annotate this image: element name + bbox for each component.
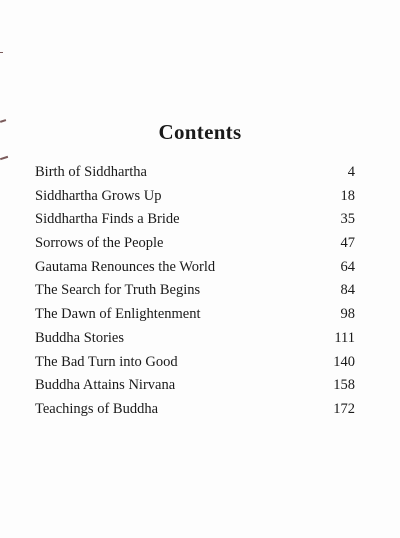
table-of-contents (35, 163, 355, 424)
page-number: 84 (340, 282, 355, 299)
margin-mark (0, 156, 8, 160)
page-number: 18 (340, 187, 355, 204)
toc-entry (35, 400, 355, 424)
page-number: 4 (347, 164, 355, 180)
page-number: 140 (333, 353, 355, 370)
toc-entry (35, 258, 355, 282)
chapter-title: Sorrows of the People (35, 235, 164, 252)
chapter-title: The Dawn of Enlightenment (35, 306, 201, 323)
page-number: 158 (333, 377, 355, 394)
toc-entry (35, 163, 355, 187)
chapter-title: Buddha Stories (35, 329, 125, 346)
page-number: 111 (334, 329, 355, 346)
toc-entry (35, 305, 355, 329)
page-number: 98 (340, 306, 355, 323)
toc-entry (35, 353, 355, 377)
page-number: 64 (340, 258, 355, 275)
toc-entry (35, 376, 355, 400)
chapter-title: The Search for Truth Begins (35, 282, 201, 299)
chapter-title: The Bad Turn into Good (35, 353, 178, 370)
chapter-title: Teachings of Buddha (35, 400, 159, 417)
chapter-title: Siddhartha Finds a Bride (35, 211, 180, 228)
page-title: Contents (158, 120, 242, 144)
chapter-title: Gautama Renounces the World (35, 258, 216, 275)
page-number: 47 (340, 235, 355, 252)
toc-entry (35, 329, 355, 353)
toc-entry (35, 281, 355, 305)
page-number: 172 (333, 400, 355, 417)
chapter-title: Buddha Attains Nirvana (35, 377, 176, 394)
toc-entry (35, 187, 355, 211)
chapter-title: Siddhartha Grows Up (35, 187, 162, 204)
toc-entry (35, 210, 355, 234)
page-number: 35 (340, 211, 355, 228)
margin-mark (0, 52, 3, 53)
toc-entry (35, 234, 355, 258)
chapter-title: Birth of Siddhartha (35, 164, 147, 180)
